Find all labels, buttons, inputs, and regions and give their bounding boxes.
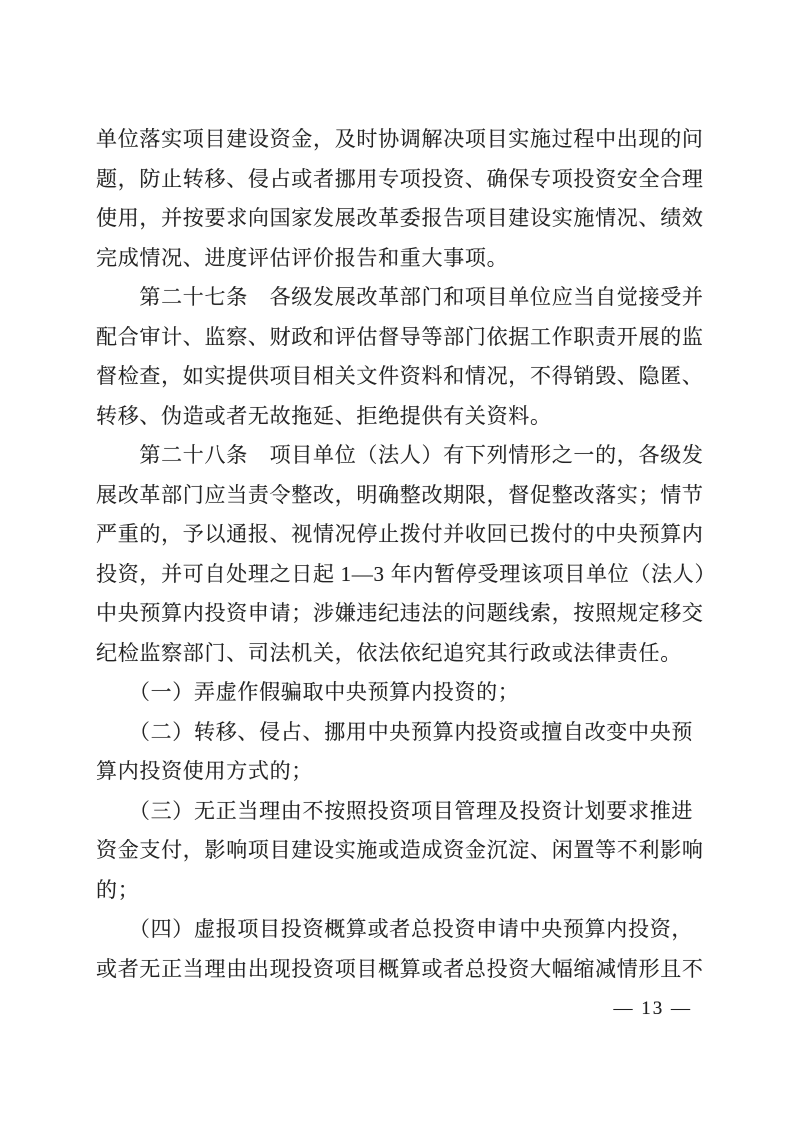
text-line-item-4: （四）虚报项目投资概算或者总投资申请中央预算内投资， [96, 917, 694, 941]
text-line: 资金支付，影响项目建设实施或造成资金沉淀、闲置等不利影响 [96, 838, 704, 862]
text-line: 单位落实项目建设资金，及时协调解决项目实施过程中出现的问 [96, 127, 704, 151]
text-line-item-1: （一）弄虚作假骗取中央预算内投资的； [96, 680, 520, 704]
document-body [96, 120, 717, 989]
text-line: 完成情况、进度评估评价报告和重大事项。 [96, 245, 509, 270]
text-line-article-28: 第二十八条 项目单位（法人）有下列情形之一的，各级发 [96, 443, 704, 467]
page-footer [96, 998, 704, 1020]
text-line: 严重的，予以通报、视情况停止拨付并收回已拨付的中央预算内 [96, 522, 704, 546]
text-line: 中央预算内投资申请；涉嫌违纪违法的问题线索，按照规定移交 [96, 601, 704, 625]
text-line: 投资，并可自处理之日起 1—3 年内暂停受理该项目单位（法人） [96, 561, 717, 586]
text-line-item-3: （三）无正当理由不按照投资项目管理及投资计划要求推进 [96, 798, 694, 823]
text-line-item-2: （二）转移、侵占、挪用中央预算内投资或擅自改变中央预 [96, 719, 694, 744]
text-line: 的； [96, 877, 140, 902]
text-line: 转移、伪造或者无故拖延、拒绝提供有关资料。 [96, 403, 552, 428]
page-number: — 13 — [613, 998, 692, 1019]
text-line: 展改革部门应当责令整改，明确整改期限，督促整改落实；情节 [96, 482, 704, 507]
text-line: 或者无正当理由出现投资项目概算或者总投资大幅缩减情形且不 [96, 956, 704, 981]
text-line: 算内投资使用方式的； [96, 759, 313, 783]
text-line: 使用，并按要求向国家发展改革委报告项目建设实施情况、绩效 [96, 206, 704, 230]
text-line: 配合审计、监察、财政和评估督导等部门依据工作职责开展的监 [96, 324, 704, 349]
text-line: 题，防止转移、侵占或者挪用专项投资、确保专项投资安全合理 [96, 166, 704, 191]
text-line: 督检查，如实提供项目相关文件资料和情况，不得销毁、隐匿、 [96, 364, 704, 388]
text-line-article-27: 第二十七条 各级发展改革部门和项目单位应当自觉接受并 [96, 285, 704, 309]
text-line: 纪检监察部门、司法机关，依法依纪追究其行政或法律责任。 [96, 640, 682, 665]
